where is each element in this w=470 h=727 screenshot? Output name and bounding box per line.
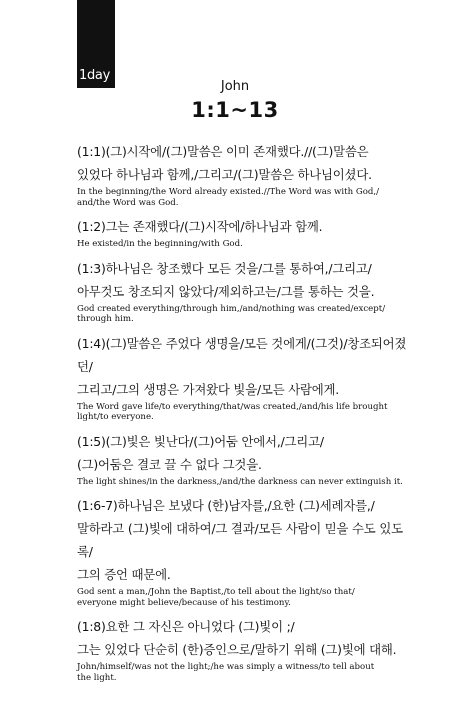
korean-text: (1:6-7)하나님은 보냈다 (한)남자를,/요한 (그)세례자를,/ 말하라고 (그)빛에 대하여/그 결과/모든 사람이 믿을 수도 있도록/ 그의 증언 때문에. (77, 498, 403, 582)
english-text: The light shines/in the darkness,/and/the darkness can never extinguish it. (77, 476, 403, 487)
english-text: God sent a man,/John the Baptist,/to tell about the light/so that/ everyone might believe/because of his testimony. (77, 587, 355, 608)
chapter-range: 1:1~13 (191, 98, 279, 122)
verse-1-2 (77, 215, 407, 250)
korean-text: (1:4)(그)말씀은 주었다 생명을/모든 것에게/(그것)/창조되어졌던/ 그리고/그의 생명은 가져왔다 빛을/모든 사람에게. (77, 335, 407, 397)
day-label: 1day (79, 68, 110, 83)
english-text: John/himself/was not the light;/he was simply a witness/to tell about the light. (77, 662, 375, 683)
verse-1-5 (77, 430, 407, 488)
verse-1-4 (77, 332, 407, 423)
english-text: God created everything/through him,/and/nothing was created/except/ through him. (77, 303, 386, 324)
verse-list (77, 140, 407, 690)
korean-text: (1:3)하나님은 창조했다 모든 것을/그를 통하여,/그리고/ 아무것도 창조되지 않았다/제외하고는/그를 통하는 것을. (77, 260, 375, 299)
korean-text: (1:8)요한 그 자신은 아니었다 (그)빛이 ;/ 그는 있었다 단순히 (한)증인으로/말하기 위해 (그)빛에 대해. (77, 619, 397, 657)
english-text: He existed/in the beginning/with God. (77, 239, 243, 249)
english-text: The Word gave life/to everything/that/was created,/and/his life brought light/to everyone. (77, 401, 388, 422)
korean-text: (1:5)(그)빛은 빛난다/(그)어둠 안에서,/그리고/ (그)어둠은 결코 끌 수 없다 그것을. (77, 433, 324, 472)
korean-text: (1:2)그는 존재했다/(그)시작에/하나님과 함께. (77, 219, 323, 234)
book-title: John (220, 79, 250, 94)
english-text: In the beginning/the Word already existed.//The Word was with God,/ and/the Word was God. (77, 187, 380, 208)
korean-text: (1:1)(그)시작에/(그)말씀은 이미 존재했다.//(그)말씀은 있었다 하나님과 함께,/그리고/(그)말씀은 하나님이셨다. (77, 144, 372, 182)
verse-1-6-7 (77, 494, 407, 608)
verse-1-3 (77, 257, 407, 325)
verse-1-8 (77, 615, 407, 683)
verse-1-1 (77, 140, 407, 208)
